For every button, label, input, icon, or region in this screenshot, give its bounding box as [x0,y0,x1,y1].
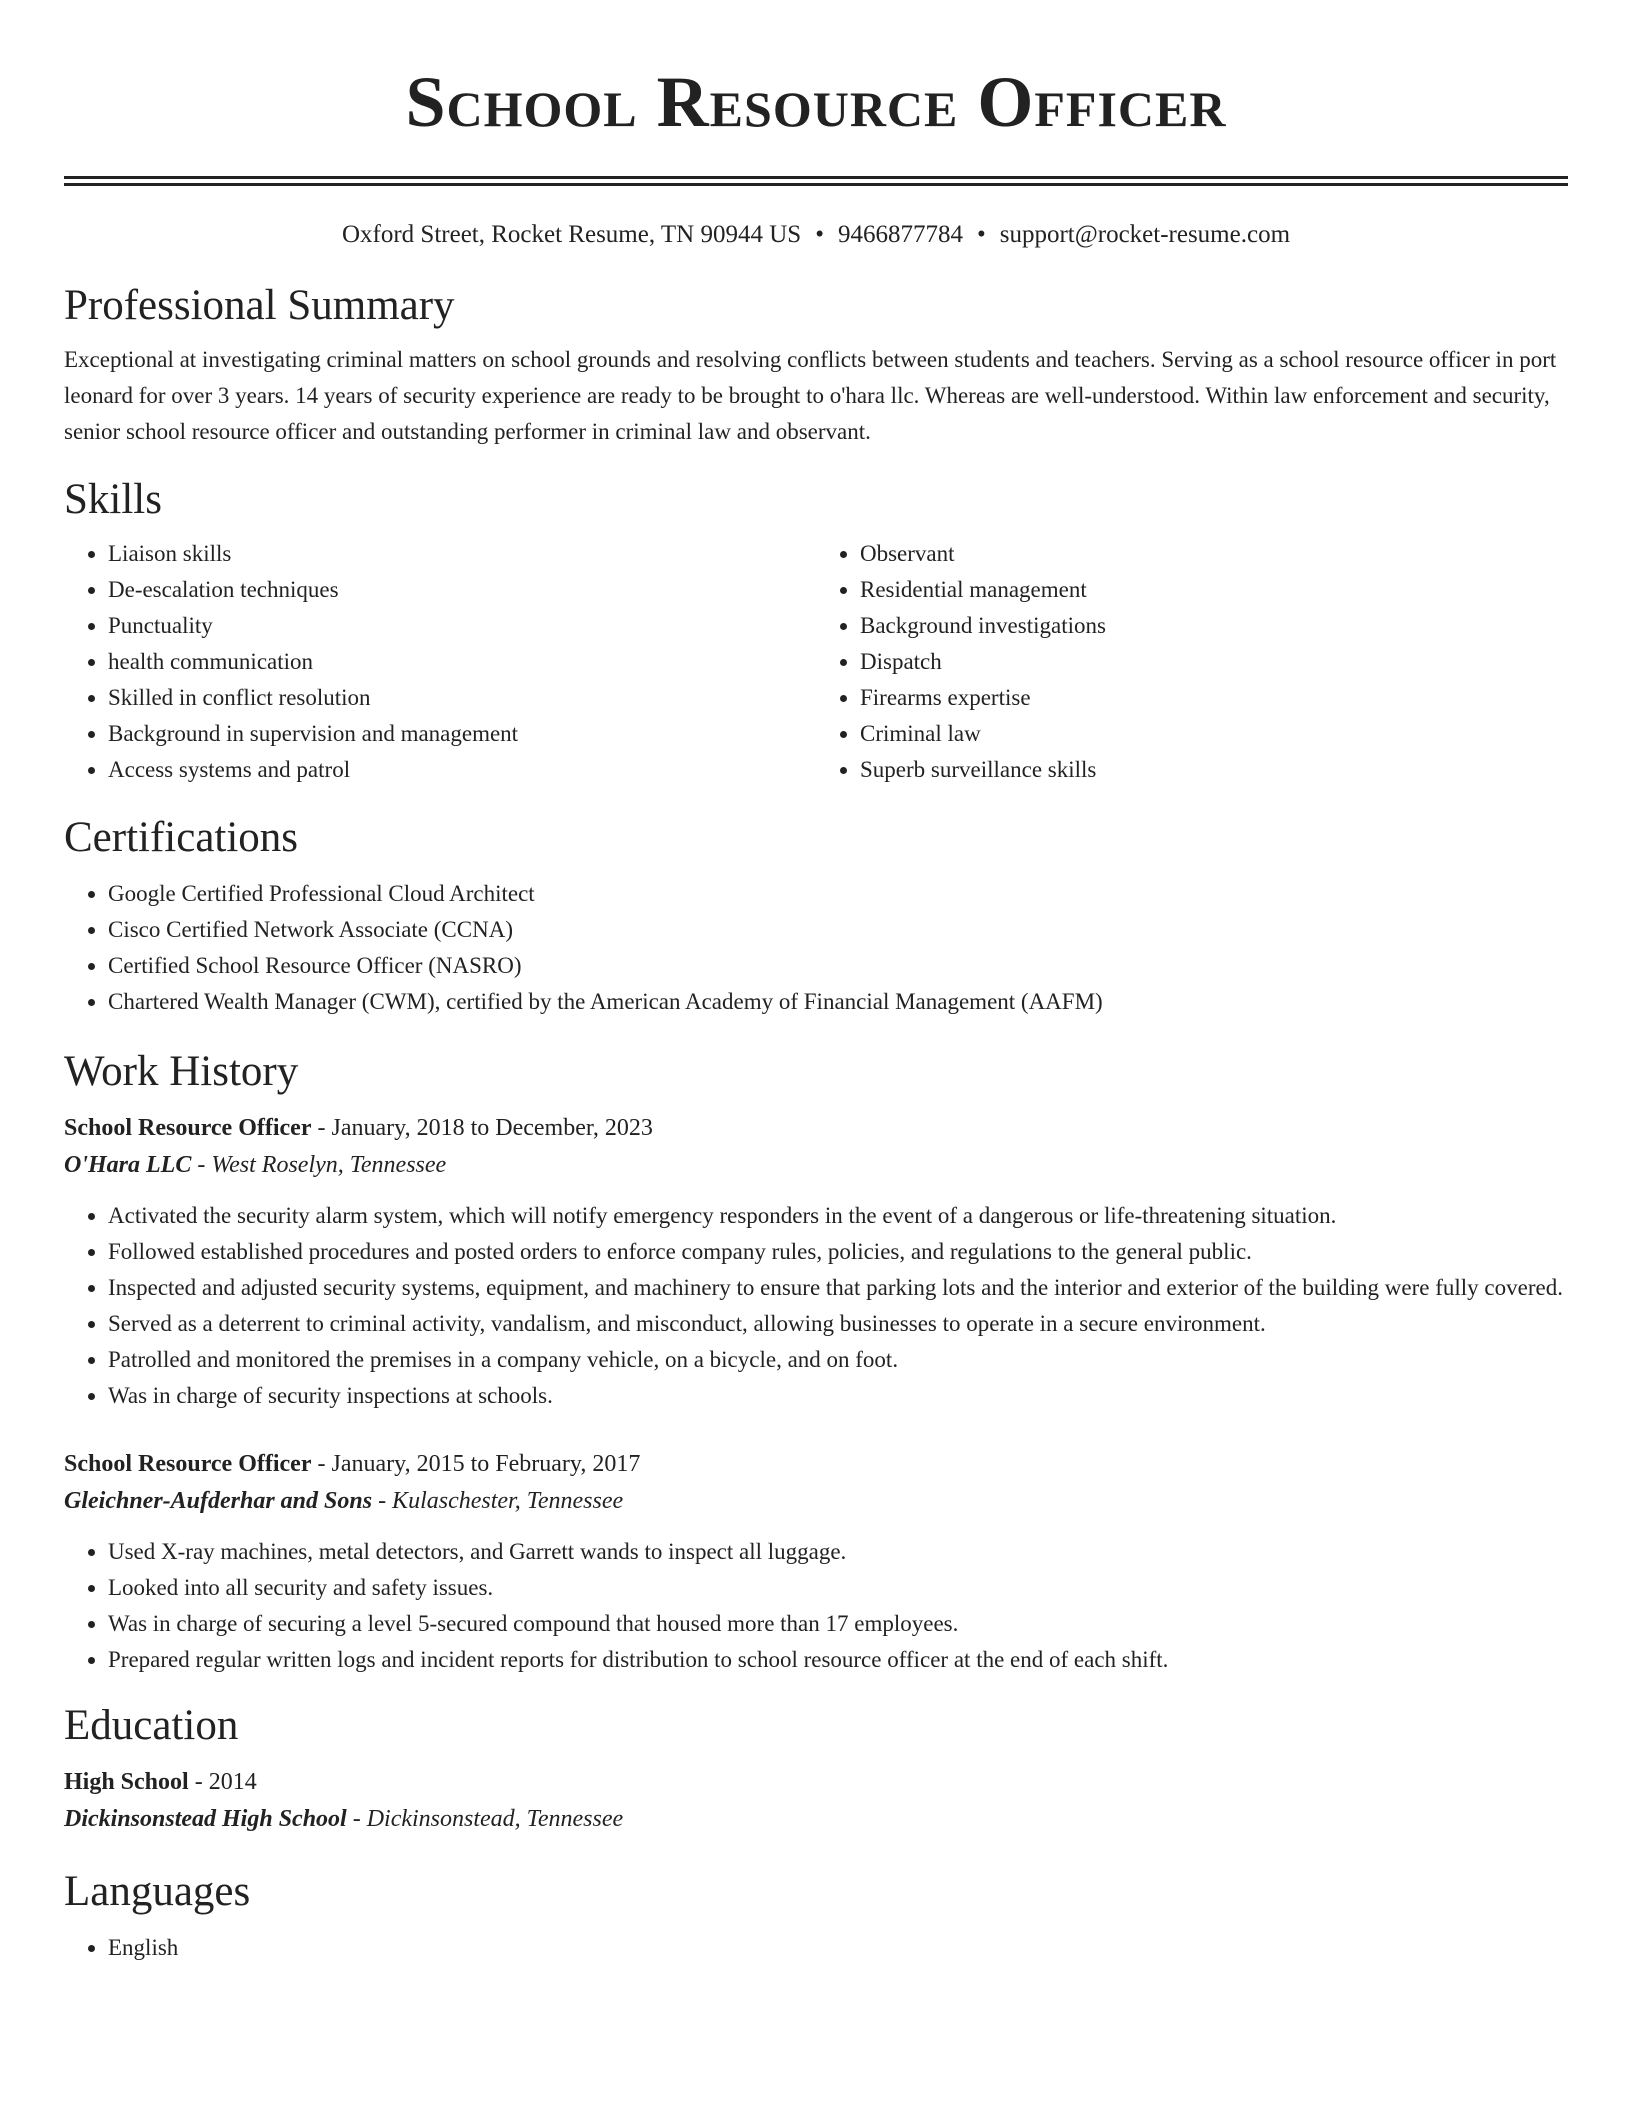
certification-item: • Chartered Wealth Manager (CWM), certified by the American Academy of Financial Management (AAFM) [108,984,1568,1020]
title-divider [64,176,1568,186]
language-item: • English [108,1930,1568,1966]
education-year: - 2014 [194,1769,257,1795]
job-duty: • Looked into all security and safety issues. [108,1570,1568,1606]
job-title-line [64,1446,1568,1482]
skill-item: • Skilled in conflict resolution [108,680,816,716]
contact-separator: • [976,221,986,248]
skill-item: • Access systems and patrol [108,752,816,788]
skill-item: • health communication [108,644,816,680]
certifications-list [64,876,1568,1020]
skill-item: • Background investigations [860,608,1568,644]
job-duty: • Prepared regular written logs and incident reports for distribution to school resource officer at the end of each shift. [108,1642,1568,1678]
skill-item: • Residential management [860,572,1568,608]
education-heading: Education [64,1702,239,1749]
job-duty: • Activated the security alarm system, which will notify emergency responders in the event of a dangerous or life-threatening situation. [108,1198,1568,1234]
job-duty: • Used X-ray machines, metal detectors, and Garrett wands to inspect all luggage. [108,1534,1568,1570]
job-title: School Resource Officer [64,1451,312,1477]
contact-phone: 9466877784 [837,221,963,248]
skills-columns [64,536,1568,788]
certification-item: • Certified School Resource Officer (NASRO) [108,948,1568,984]
job-company-line [64,1482,1568,1520]
job-dates: - January, 2018 to December, 2023 [317,1115,653,1141]
skill-item: • Dispatch [860,644,1568,680]
certification-item: • Cisco Certified Network Associate (CCNA) [108,912,1568,948]
job-dates: - January, 2015 to February, 2017 [317,1451,641,1477]
contact-email[interactable]: support@rocket-resume.com [999,221,1291,248]
job-company-line [64,1146,1568,1184]
skill-item: • Background in supervision and management [108,716,816,752]
job-title: School Resource Officer [64,1115,312,1141]
skill-item: • Superb surveillance skills [860,752,1568,788]
certification-item: • Google Certified Professional Cloud Architect [108,876,1568,912]
education-degree-line [64,1764,1568,1800]
skill-item: • Observant [860,536,1568,572]
education-location: - Dickinsonstead, Tennessee [352,1806,624,1832]
job-location: - Kulaschester, Tennessee [378,1488,624,1514]
languages-heading: Languages [64,1868,251,1915]
skills-heading: Skills [64,476,162,523]
job-duty: • Was in charge of security inspections at schools. [108,1378,1568,1414]
job-company: Gleichner-Aufderhar and Sons [64,1488,373,1514]
job-company: O'Hara LLC [64,1152,192,1178]
job-duties-list [64,1534,1568,1678]
education-entry [64,1764,1568,1838]
skill-item: • Firearms expertise [860,680,1568,716]
contact-line [64,220,1568,250]
job-entry [64,1446,1568,1678]
skill-item: • De-escalation techniques [108,572,816,608]
languages-list [64,1930,1568,1966]
summary-text: Exceptional at investigating criminal matters on school grounds and resolving conflicts between students and teachers. Serving as a school resource officer in port leonard for over 3 years. 14 years of security experience are ready to be brought to o'hara llc. Whereas are well-understood. Within law enforcement and security, senior school resource officer and outstanding performer in criminal law and observant. [64,347,1557,444]
work-history-heading: Work History [64,1048,299,1095]
contact-address: Oxford Street, Rocket Resume, TN 90944 US [341,221,802,248]
resume-title: School Resource Officer [405,62,1227,142]
skills-list-left [64,536,816,788]
certifications-heading: Certifications [64,814,299,861]
summary-heading: Professional Summary [64,282,455,329]
job-duties-list [64,1198,1568,1414]
contact-separator: • [815,221,824,248]
skill-item: • Punctuality [108,608,816,644]
education-school: Dickinsonstead High School [64,1806,347,1832]
job-duty: • Patrolled and monitored the premises in a company vehicle, on a bicycle, and on foot. [108,1342,1568,1378]
skill-item: • Liaison skills [108,536,816,572]
job-duty: • Was in charge of securing a level 5-secured compound that housed more than 17 employees. [108,1606,1568,1642]
job-entry [64,1110,1568,1414]
job-title-line [64,1110,1568,1146]
education-school-line [64,1800,1568,1838]
skills-list-right [816,536,1568,788]
education-degree: High School [64,1769,189,1795]
job-duty: • Followed established procedures and posted orders to enforce company rules, policies, and regulations to the general public. [108,1234,1568,1270]
job-duty: • Inspected and adjusted security systems, equipment, and machinery to ensure that parking lots and the interior and exterior of the building were fully covered. [108,1270,1568,1306]
job-location: - West Roselyn, Tennessee [197,1152,447,1178]
skill-item: • Criminal law [860,716,1568,752]
job-duty: • Served as a deterrent to criminal activity, vandalism, and misconduct, allowing businesses to operate in a secure environment. [108,1306,1568,1342]
